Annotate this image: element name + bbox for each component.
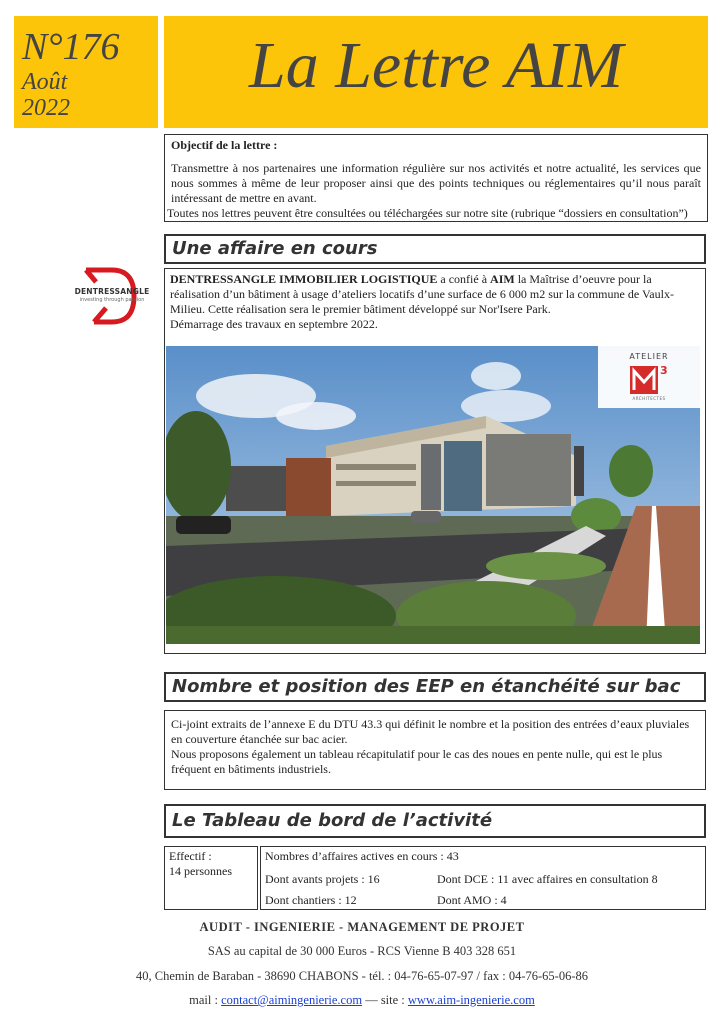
logo-tagline: investing through passion (79, 297, 145, 303)
m3-logo-icon (630, 362, 668, 394)
issue-month: Août (22, 69, 68, 95)
footer-address: 40, Chemin de Baraban - 38690 CHABONS - tél. : 04-76-65-07-97 / fax : 04-76-65-06-86 (135, 969, 588, 983)
logo-name: DENTRESSANGLE (74, 287, 150, 296)
issue-year: 2022 (22, 95, 70, 121)
objectif-title: Objectif de la lettre : (171, 138, 278, 152)
architect-logo-sub: ARCHITECTES (632, 396, 666, 401)
affaire-text (170, 272, 702, 332)
mail-link[interactable]: contact@aimingenierie.com (221, 993, 363, 1007)
objectif-note: Toutes nos lettres peuvent être consultées ou téléchargées sur notre site (rubrique “dossiers en consultation”) (167, 206, 688, 220)
issue-number: N°176 (22, 26, 120, 68)
newsletter-title: La Lettre AIM (249, 29, 623, 102)
company-name: AIM (490, 272, 515, 286)
architect-logo-word: ATELIER (629, 352, 669, 361)
effectif-label: Effectif : (169, 849, 212, 863)
affaire-text-1: a confié à (437, 272, 491, 286)
footer-legal: SAS au capital de 30 000 Euros - RCS Vienne B 403 328 651 (207, 944, 517, 958)
affaires-actives: Nombres d’affaires actives en cours : 43 (265, 849, 459, 863)
site-label: — site : (362, 993, 408, 1007)
eep-box (164, 710, 706, 790)
affaire-text-2: la Maîtrise d’oeuvre pour la réalisation d’un bâtiment à usage d’ateliers locatifs d’une surface de 6 000 m2 sur la commune de Vaulx-Milieu. Cette réalisation sera le premier bâtiment développé sur Nor'Isere Park. (170, 272, 674, 316)
objectif-box (164, 134, 708, 222)
dce-count: Dont DCE : 11 avec affaires en consultation 8 (437, 872, 658, 886)
activity-cell (260, 846, 706, 910)
svg-text:3: 3 (660, 364, 668, 377)
section-heading-eep: Nombre et position des EEP en étanchéité sur bac (164, 672, 706, 702)
dentressangle-logo-icon (72, 266, 152, 326)
eep-paragraph-2: Nous proposons également un tableau récapitulatif pour le cas des noues en pente nulle, qui est le plus fréquent en bâtiments industriels. (171, 747, 663, 776)
effectif-cell (164, 846, 258, 910)
section-heading-tableau: Le Tableau de bord de l’activité (164, 804, 706, 838)
avants-projets: Dont avants projets : 16 (265, 872, 380, 886)
mail-label: mail : (189, 993, 222, 1007)
eep-paragraph-1: Ci-joint extraits de l’annexe E du DTU 43.3 qui définit le nombre et la position des entrées d’eaux pluviales en couverture étanchée sur bac acier. (171, 717, 690, 746)
amo-count: Dont AMO : 4 (437, 893, 507, 907)
effectif-value: 14 personnes (169, 864, 232, 878)
client-name: DENTRESSANGLE IMMOBILIER LOGISTIQUE (170, 272, 438, 286)
site-link[interactable]: www.aim-ingenierie.com (407, 993, 535, 1007)
affaire-start-date: Démarrage des travaux en septembre 2022. (170, 317, 378, 331)
chantiers-count: Dont chantiers : 12 (265, 893, 357, 907)
footer-contact (0, 993, 724, 1008)
section-heading-affaire: Une affaire en cours (164, 234, 706, 264)
footer-tagline: AUDIT - INGENIERIE - MANAGEMENT DE PROJET (199, 920, 525, 934)
objectif-body: Transmettre à nos partenaires une information régulière sur nos activités et notre actualité, les services que nous sommes à même de leur proposer ainsi que des points techniques ou réglementaires qu’il nous paraît intéressant de mettre en avant. (171, 161, 701, 205)
